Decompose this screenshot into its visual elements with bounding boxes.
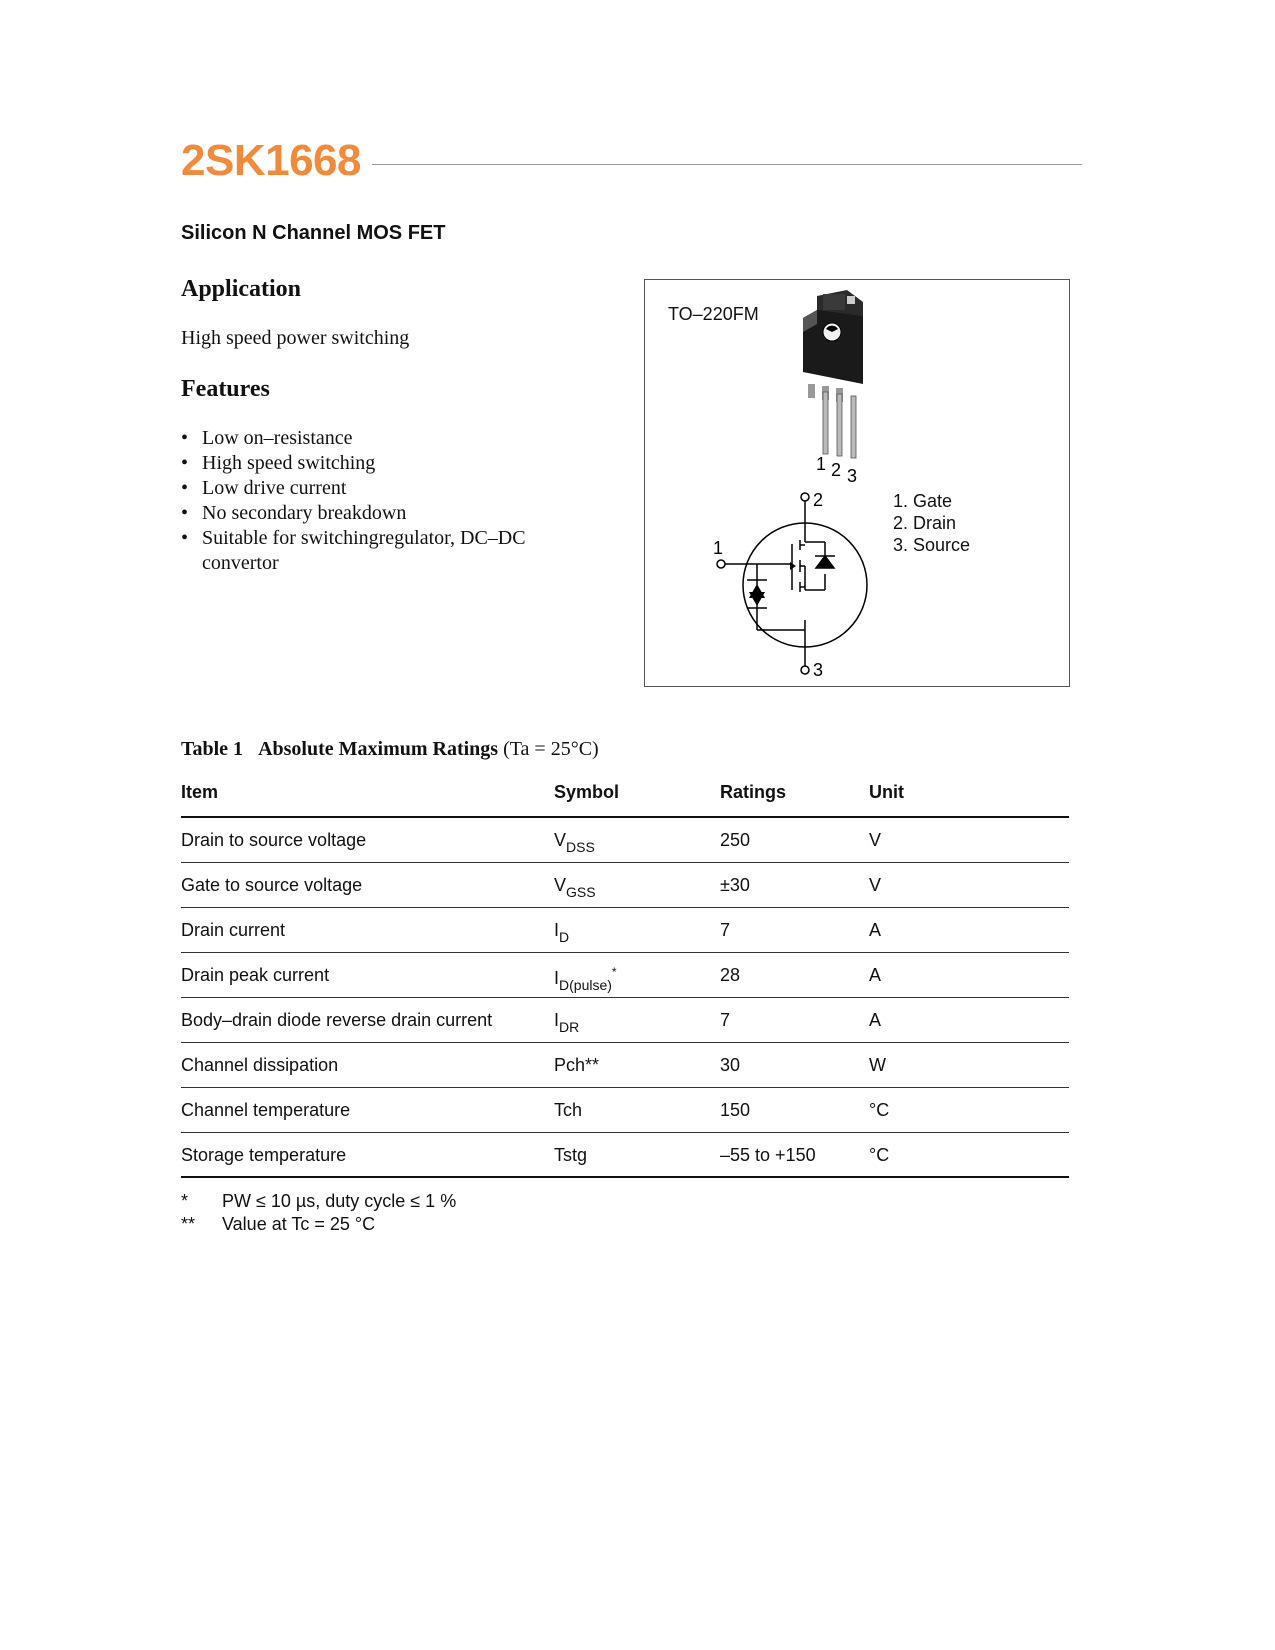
zener-diode-icon xyxy=(749,584,765,606)
column-header: Item xyxy=(181,782,219,802)
rating-cell: 30 xyxy=(720,1055,741,1075)
mosfet-schematic-icon xyxy=(717,493,867,674)
bullet: • xyxy=(181,527,189,549)
table-row xyxy=(181,818,1069,863)
schematic-pin-label: 3 xyxy=(813,660,824,680)
table-row xyxy=(181,1133,1069,1178)
footnote-mark: * xyxy=(181,1191,189,1211)
table-row xyxy=(181,953,1069,998)
symbol-cell: $V_{DSS}$ xyxy=(554,830,595,855)
features-heading: Features xyxy=(181,376,270,402)
item-cell: Storage temperature xyxy=(181,1145,347,1165)
column-header: Symbol xyxy=(554,782,620,802)
column-header: Unit xyxy=(869,782,904,802)
rating-cell: 250 xyxy=(720,830,751,850)
schematic-pin-label: 2 xyxy=(813,490,824,510)
rating-cell: ±30 xyxy=(720,875,750,895)
feature-item: • Suitable for switchingregulator, DC–DC convertor xyxy=(181,527,526,574)
unit-cell: A xyxy=(869,1010,882,1030)
part-number-title: 2SK1668 xyxy=(181,136,361,185)
unit-cell: V xyxy=(869,875,882,895)
symbol-cell: $I_{DR}$ xyxy=(554,1010,580,1035)
unit-cell: °C xyxy=(869,1145,890,1165)
rating-cell: 7 xyxy=(720,1010,731,1030)
table-row xyxy=(181,1043,1069,1088)
unit-cell: °C xyxy=(869,1100,890,1120)
item-cell: Gate to source voltage xyxy=(181,875,363,895)
application-text: High speed power switching xyxy=(181,327,410,349)
item-cell: Drain peak current xyxy=(181,965,330,985)
rating-cell: 150 xyxy=(720,1100,751,1120)
footnote-text: PW ≤ 10 µs, duty cycle ≤ 1 % xyxy=(222,1191,457,1211)
symbol-cell: $I_{D(pulse)}^*$ xyxy=(554,965,617,993)
item-cell: Channel dissipation xyxy=(181,1055,339,1075)
footnote-text: Value at Tc = 25 °C xyxy=(222,1214,376,1234)
bullet: • xyxy=(181,427,189,449)
lead-number: 2 xyxy=(831,460,842,480)
table-caption-condition: (Ta = 25°C) xyxy=(503,738,599,760)
footnote-mark: ** xyxy=(181,1214,196,1234)
features-list xyxy=(181,426,561,576)
rating-cell: 7 xyxy=(720,920,731,940)
table-header-row xyxy=(181,776,1069,818)
bullet: • xyxy=(181,452,189,474)
table-row xyxy=(181,908,1069,953)
title-rule xyxy=(372,164,1082,165)
feature-item: • No secondary breakdown xyxy=(181,502,407,524)
application-heading: Application xyxy=(181,276,302,302)
transistor-package-icon xyxy=(803,290,863,458)
lead-number: 1 xyxy=(816,454,827,474)
package-drawing xyxy=(645,280,1071,688)
bullet: • xyxy=(181,502,189,524)
item-cell: Channel temperature xyxy=(181,1100,351,1120)
pin-list-item: 2. Drain xyxy=(893,513,957,533)
table-row xyxy=(181,998,1069,1043)
table-caption xyxy=(181,738,599,761)
unit-cell: V xyxy=(869,830,882,850)
pin-list xyxy=(893,490,970,556)
channel-arrow-icon xyxy=(790,562,796,570)
table-row xyxy=(181,1088,1069,1133)
rating-cell: 28 xyxy=(720,965,741,985)
bullet: • xyxy=(181,477,189,499)
item-cell: Body–drain diode reverse drain current xyxy=(181,1010,493,1030)
symbol-cell: Pch** xyxy=(554,1055,600,1075)
feature-item: • High speed switching xyxy=(181,452,376,474)
package-box xyxy=(644,279,1070,687)
subtitle: Silicon N Channel MOS FET xyxy=(181,222,446,244)
item-cell: Drain to source voltage xyxy=(181,830,367,850)
item-cell: Drain current xyxy=(181,920,286,940)
feature-item: • Low drive current xyxy=(181,477,347,499)
unit-cell: W xyxy=(869,1055,886,1075)
unit-cell: A xyxy=(869,920,882,940)
body-diode-icon xyxy=(815,556,835,568)
rating-cell: –55 to +150 xyxy=(720,1145,816,1165)
feature-item: • Low on–resistance xyxy=(181,427,353,449)
unit-cell: A xyxy=(869,965,882,985)
lead-number: 3 xyxy=(847,466,858,486)
table-caption-title: Absolute Maximum Ratings xyxy=(258,738,499,760)
symbol-cell: Tstg xyxy=(554,1145,588,1165)
ratings-table xyxy=(181,776,1069,1178)
symbol-cell: Tch xyxy=(554,1100,583,1120)
column-header: Ratings xyxy=(720,782,787,802)
pin-list-item: 1. Gate xyxy=(893,491,953,511)
table-caption-label: Table 1 xyxy=(181,738,244,760)
schematic-pin-label: 1 xyxy=(713,538,724,558)
symbol-cell: $V_{GSS}$ xyxy=(554,875,596,900)
table-row xyxy=(181,863,1069,908)
symbol-cell: $I_D$ xyxy=(554,920,570,945)
package-name: TO–220FM xyxy=(668,304,759,324)
pin-list-item: 3. Source xyxy=(893,535,971,555)
